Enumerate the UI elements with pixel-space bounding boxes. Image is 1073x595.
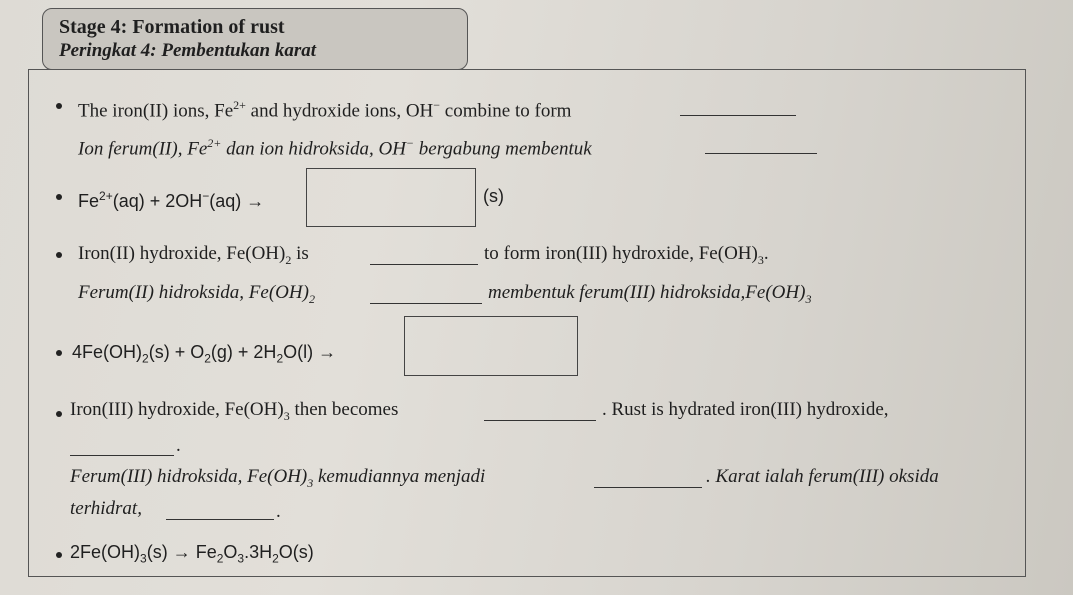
answer-box-2[interactable] <box>404 316 578 376</box>
question-2-malay-cont: membentuk ferum(III) $hidroksida,Fe(OH)_3$ <box>488 282 812 306</box>
bullet-6 <box>56 552 62 558</box>
question-3-malay: Ferum(III) hidroksida, $Fe(OH)_3$ kemudiannya menjadi <box>70 466 486 490</box>
question-1-malay: Ion ferum(II), $Fe^{2+}$ dan ion hidroksida, OH− bergabung membentuk <box>78 136 592 160</box>
bullet-1 <box>56 103 62 109</box>
answer-box-1[interactable] <box>306 168 476 227</box>
bullet-4 <box>56 350 62 356</box>
equation-1: $Fe^{2+}(aq) + 2OH^-(aq)$ → <box>78 189 265 211</box>
question-2-malay: Ferum(II) hidroksida, $Fe(OH)_2$ <box>78 282 315 306</box>
question-1-english: The iron(II) ions, $Fe^{2+}$ and hydroxide ions, OH− combine to form <box>78 98 572 122</box>
question-2-english: Iron(II) hydroxide, $Fe(OH)_2$ is <box>78 243 309 267</box>
question-2-english-cont: to form iron(III) hydroxide, $Fe(OH)_3$. <box>484 243 769 267</box>
question-3-english-cont: . Rust is hydrated iron(III) hydroxide, <box>602 399 889 420</box>
answer-blank-2-malay[interactable] <box>370 302 482 304</box>
answer-blank-1-malay[interactable] <box>705 152 817 154</box>
stage-title-malay: Peringkat 4: Pembentukan karat <box>59 40 317 61</box>
bullet-3 <box>56 252 62 258</box>
question-3-malay-cont: . Karat ialah ferum(III) oksida <box>706 466 939 487</box>
question-3-end: . <box>176 435 181 456</box>
bullet-5 <box>56 411 62 417</box>
answer-blank-4-malay[interactable] <box>166 518 274 520</box>
bullet-2 <box>56 194 62 200</box>
equation-1-state: (s) <box>483 186 504 206</box>
equation-3: $2Fe(OH)_3(s) \to Fe_2O_3.3H_2O(s)$ <box>70 542 314 566</box>
question-3-malay-end: . <box>276 501 281 522</box>
stage-title: Stage 4: Formation of rust <box>59 16 285 38</box>
question-3-malay-line2: terhidrat, <box>70 498 142 519</box>
answer-blank-2[interactable] <box>370 263 478 265</box>
stage-header-box <box>42 8 468 70</box>
question-3-english: Iron(III) hydroxide, $Fe(OH)_3$ then becomes <box>70 399 399 423</box>
equation-2: $4Fe(OH)_2(s) + O_2(g) + 2H_2O(l)$ → <box>72 342 337 366</box>
answer-blank-4[interactable] <box>70 454 174 456</box>
answer-blank-3[interactable] <box>484 419 596 421</box>
answer-blank-1[interactable] <box>680 114 796 116</box>
answer-blank-3-malay[interactable] <box>594 486 702 488</box>
